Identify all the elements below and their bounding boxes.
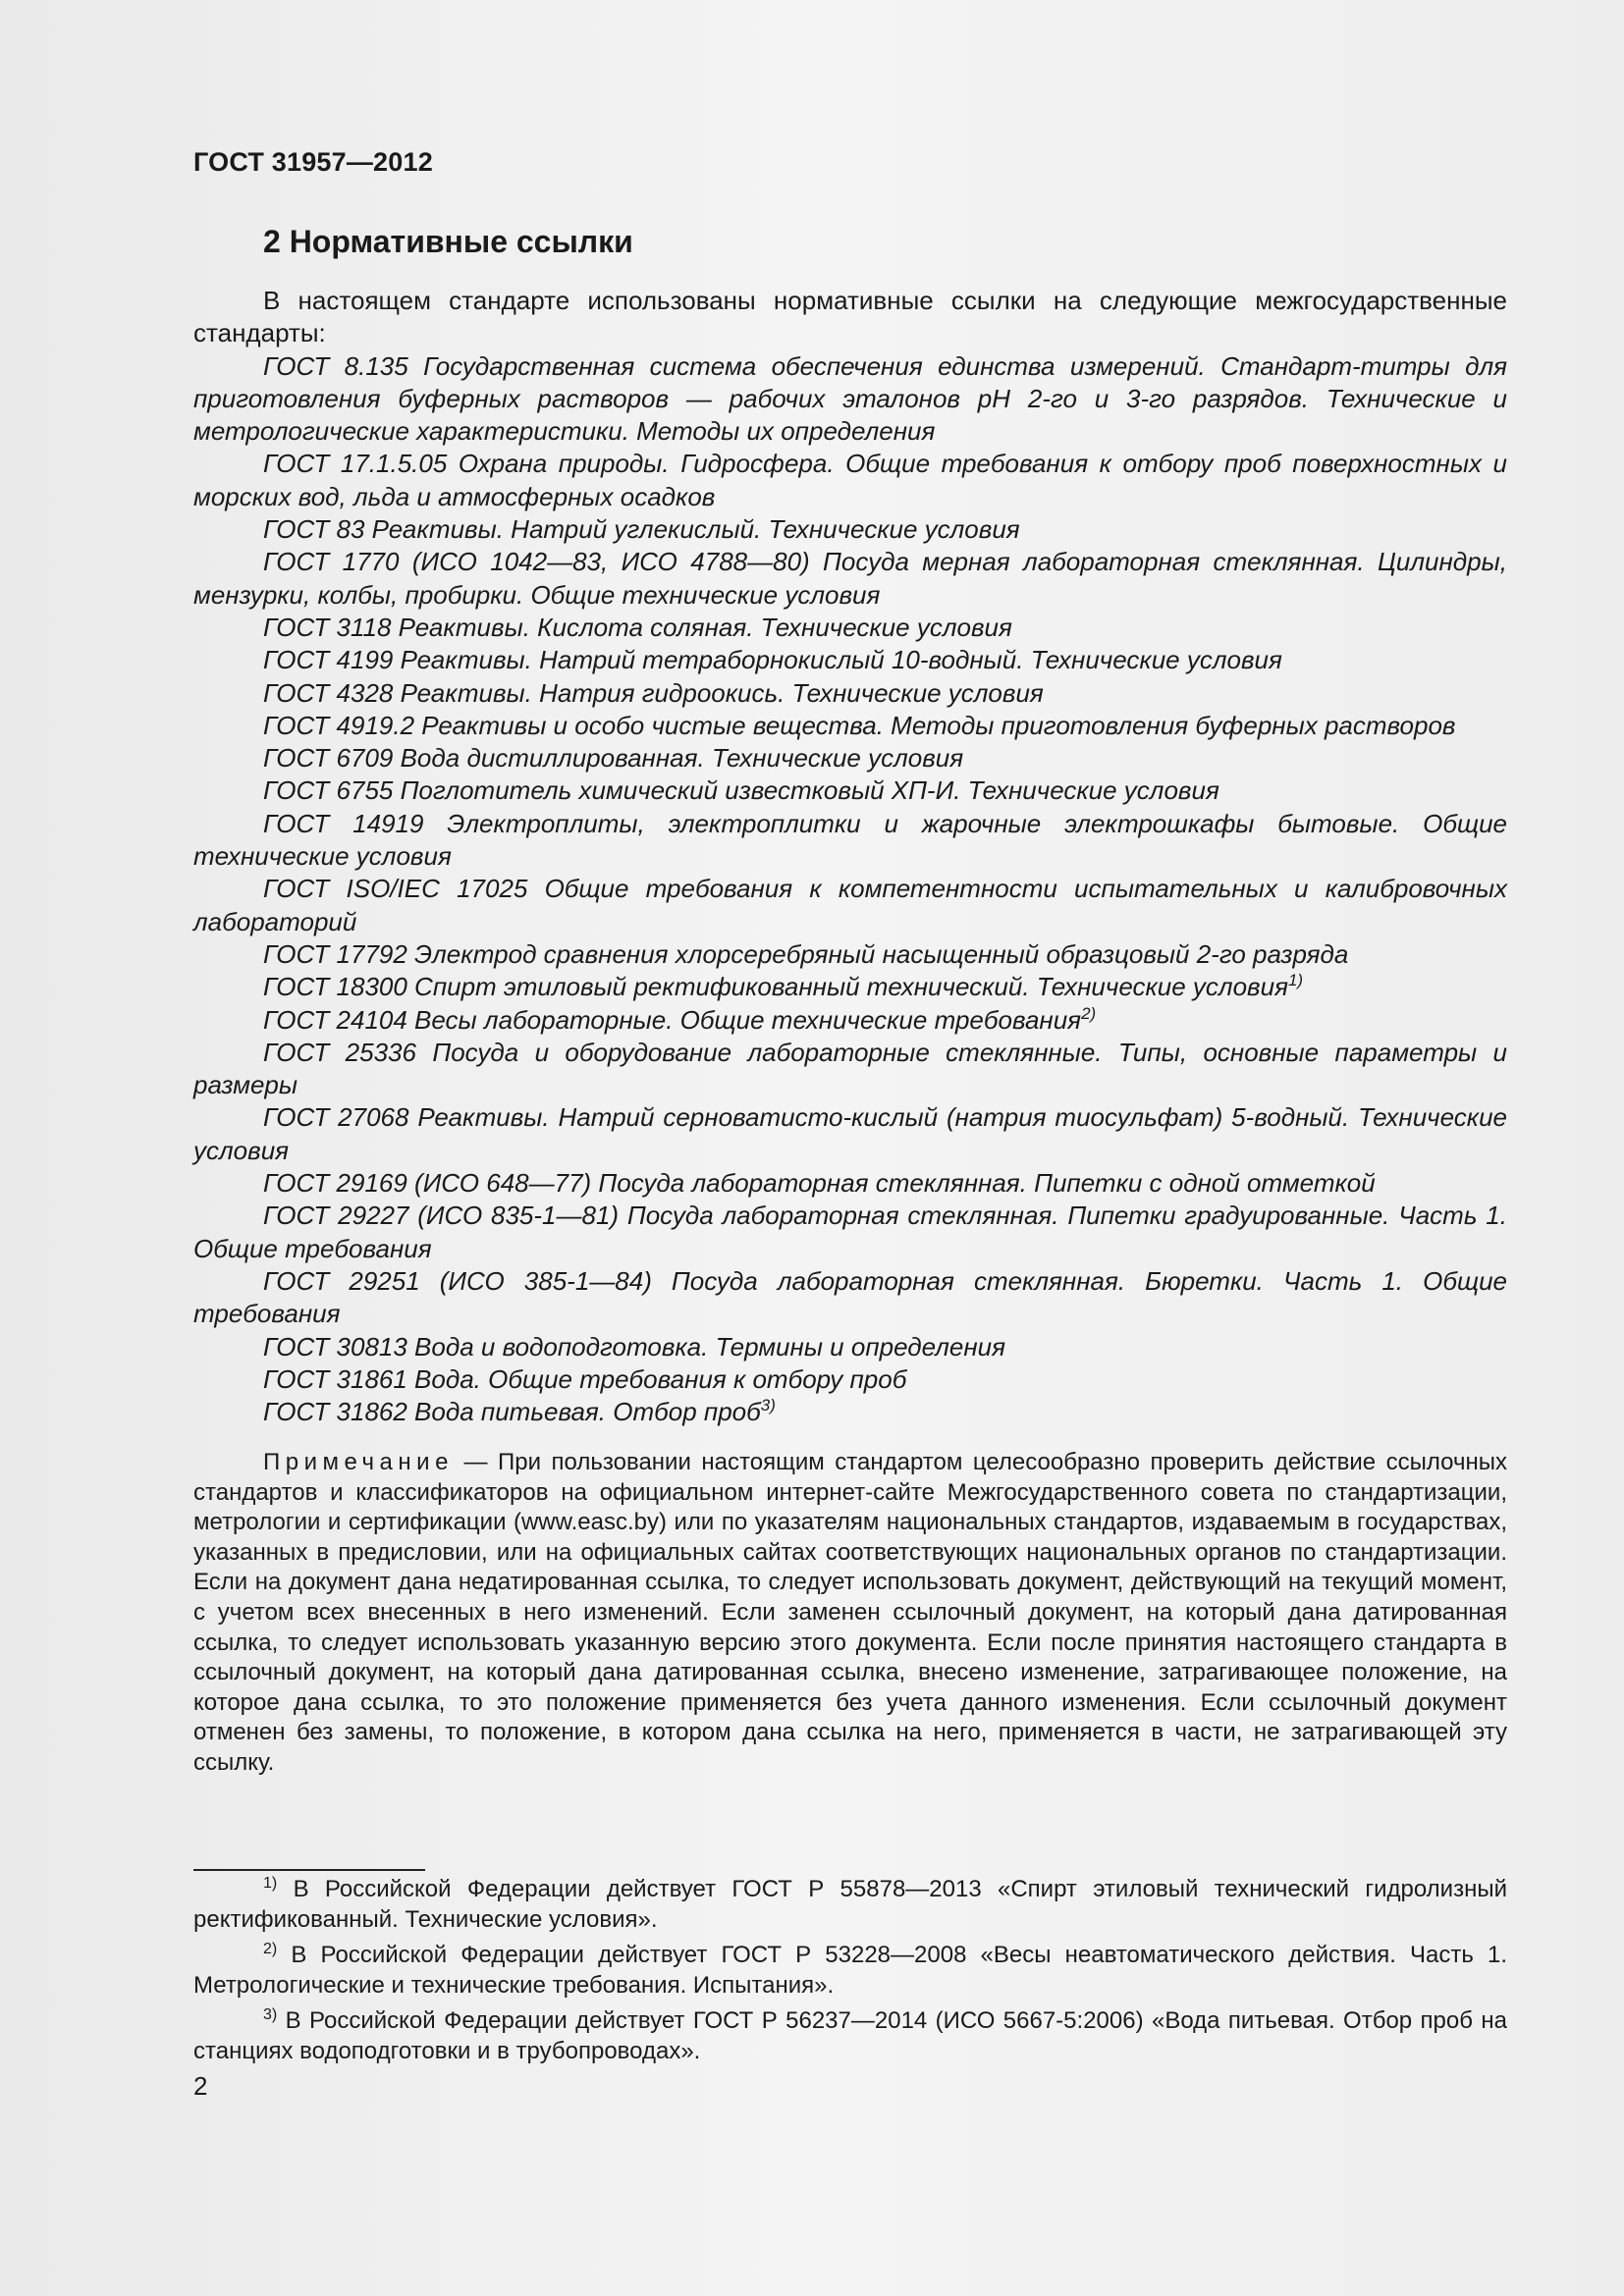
reference-item: ГОСТ 29251 (ИСО 385-1—84) Посуда лабораторная стеклянная. Бюретки. Часть 1. Общие требования <box>193 1265 1507 1329</box>
footnote-mark: 1) <box>1287 971 1304 990</box>
reference-item: ГОСТ 30813 Вода и водоподготовка. Термины и определения <box>263 1331 1006 1362</box>
reference-list <box>193 350 1507 1429</box>
note-label: Примечание <box>263 1449 454 1475</box>
footnote-mark: 1) <box>263 1875 278 1892</box>
reference-item: ГОСТ 4328 Реактивы. Натрия гидроокись. Технические условия <box>263 677 1044 708</box>
footnote-mark: 3) <box>760 1396 776 1415</box>
reference-item: ГОСТ ISO/IEC 17025 Общие требования к компетентности испытательных и калибровочных лабораторий <box>193 874 1507 936</box>
reference-item: ГОСТ 31861 Вода. Общие требования к отбору проб <box>263 1363 907 1394</box>
reference-text: ГОСТ 18300 Спирт этиловый ректификованный технический. Технические условия <box>263 972 1288 1002</box>
reference-item: ГОСТ 1770 (ИСО 1042—83, ИСО 4788—80) Посуда мерная лабораторная стеклянная. Цилиндры, мензурки, колбы, пробирки. Общие технические условия <box>193 547 1507 610</box>
reference-item: ГОСТ 29169 (ИСО 648—77) Посуда лабораторная стеклянная. Пипетки с одной отметкой <box>263 1168 1376 1199</box>
reference-item: ГОСТ 14919 Электроплиты, электроплитки и жарочные электрошкафы бытовые. Общие технические условия <box>193 808 1507 872</box>
reference-text: ГОСТ 24104 Весы лабораторные. Общие технические требования <box>263 1004 1082 1035</box>
footnote-mark: 2) <box>263 1941 278 1958</box>
reference-item: ГОСТ 17792 Электрод сравнения хлорсеребряный насыщенный образцовый 2-го разряда <box>263 938 1349 969</box>
reference-item: ГОСТ 25336 Посуда и оборудование лабораторные стеклянные. Типы, основные параметры и размеры <box>193 1037 1507 1100</box>
footnote-text: В Российской Федерации действует ГОСТ Р 56237—2014 (ИСО 5667-5:2006) «Вода питьевая. Отбор проб на станциях водоподготовки и в трубопроводах». <box>193 2007 1507 2064</box>
footnote-mark: 2) <box>1081 1003 1097 1023</box>
footnote <box>193 2006 1507 2066</box>
document-header: ГОСТ 31957—2012 <box>193 147 433 177</box>
reference-item: ГОСТ 3118 Реактивы. Кислота соляная. Технические условия <box>263 612 1012 642</box>
reference-item: ГОСТ 6709 Вода дистиллированная. Технические условия <box>263 743 964 774</box>
reference-item: ГОСТ 29227 (ИСО 835-1—81) Посуда лабораторная стеклянная. Пипетки градуированные. Часть 1. Общие требования <box>193 1201 1507 1263</box>
note-text: При пользовании настоящим стандартом целесообразно проверить действие ссылочных стандартов и классификаторов на официальном интернет-сайте Межгосударственного совета по стандартизации, метрологии и сертификации (www.easc.by) или по указателям национальных стандартов, издаваемым в государствах, указанных в предисловии, или на официальных сайтах соответствующих национальных органов по стандартизации. Если на документ дана недатированная ссылка, то следует использовать документ, действующий на текущий момент, с учетом всех внесенных в него изменений. Если заменен ссылочный документ, на который дана датированная ссылка, то следует использовать указанную версию этого документа. Если после принятия настоящего стандарта в ссылочный документ, на который дана датированная ссылка, внесено изменение, затрагивающее положение, на которое дана ссылка, то это положение применяется без учета данного изменения. Если ссылочный документ отменен без замены, то положение, в котором дана ссылка на него, применяется в части, не затрагивающей эту ссылку. <box>193 1449 1507 1776</box>
reference-text: ГОСТ 31862 Вода питьевая. Отбор проб <box>263 1397 761 1427</box>
footnotes <box>193 1875 1507 2073</box>
reference-item: ГОСТ 6755 Поглотитель химический известковый ХП-И. Технические условия <box>263 775 1219 806</box>
page-number: 2 <box>193 2071 208 2101</box>
footnote-divider <box>193 1869 425 1871</box>
footnote-text: В Российской Федерации действует ГОСТ Р 55878—2013 «Спирт этиловый технический гидролизный ректификованный. Технические условия». <box>193 1876 1508 1933</box>
reference-item: ГОСТ 27068 Реактивы. Натрий серноватисто-кислый (натрия тиосульфат) 5-водный. Технические условия <box>193 1102 1507 1165</box>
reference-item: ГОСТ 4919.2 Реактивы и особо чистые вещества. Методы приготовления буферных растворов <box>263 710 1456 740</box>
footnote-text: В Российской Федерации действует ГОСТ Р 53228—2008 «Весы неавтоматического действия. Часть 1. Метрологические и технические требования. Испытания». <box>193 1942 1507 1999</box>
section-title: 2 Нормативные ссылки <box>263 224 633 259</box>
note-dash: — <box>463 1449 488 1475</box>
reference-item <box>193 1396 1507 1428</box>
footnote-mark: 3) <box>263 2006 278 2024</box>
reference-item: ГОСТ 4199 Реактивы. Натрий тетраборнокислый 10-водный. Технические условия <box>263 645 1282 675</box>
intro-paragraph: В настоящем стандарте использованы нормативные ссылки на следующие межгосударственные стандарты: <box>193 286 1507 348</box>
reference-item <box>193 971 1507 1003</box>
footnote <box>193 1941 1507 2001</box>
reference-item: ГОСТ 83 Реактивы. Натрий углекислый. Технические условия <box>263 514 1020 545</box>
reference-item: ГОСТ 17.1.5.05 Охрана природы. Гидросфера. Общие требования к отбору проб поверхностных и морских вод, льда и атмосферных осадков <box>193 449 1507 511</box>
reference-item: ГОСТ 8.135 Государственная система обеспечения единства измерений. Стандарт-титры для приготовления буферных растворов — рабочих эталонов pH 2-го и 3-го разрядов. Технические и метрологические характеристики. Методы их определения <box>193 350 1507 447</box>
reference-item <box>193 1004 1507 1037</box>
footnote <box>193 1875 1507 1935</box>
section-body <box>193 285 1507 1428</box>
note-paragraph <box>193 1448 1507 1779</box>
